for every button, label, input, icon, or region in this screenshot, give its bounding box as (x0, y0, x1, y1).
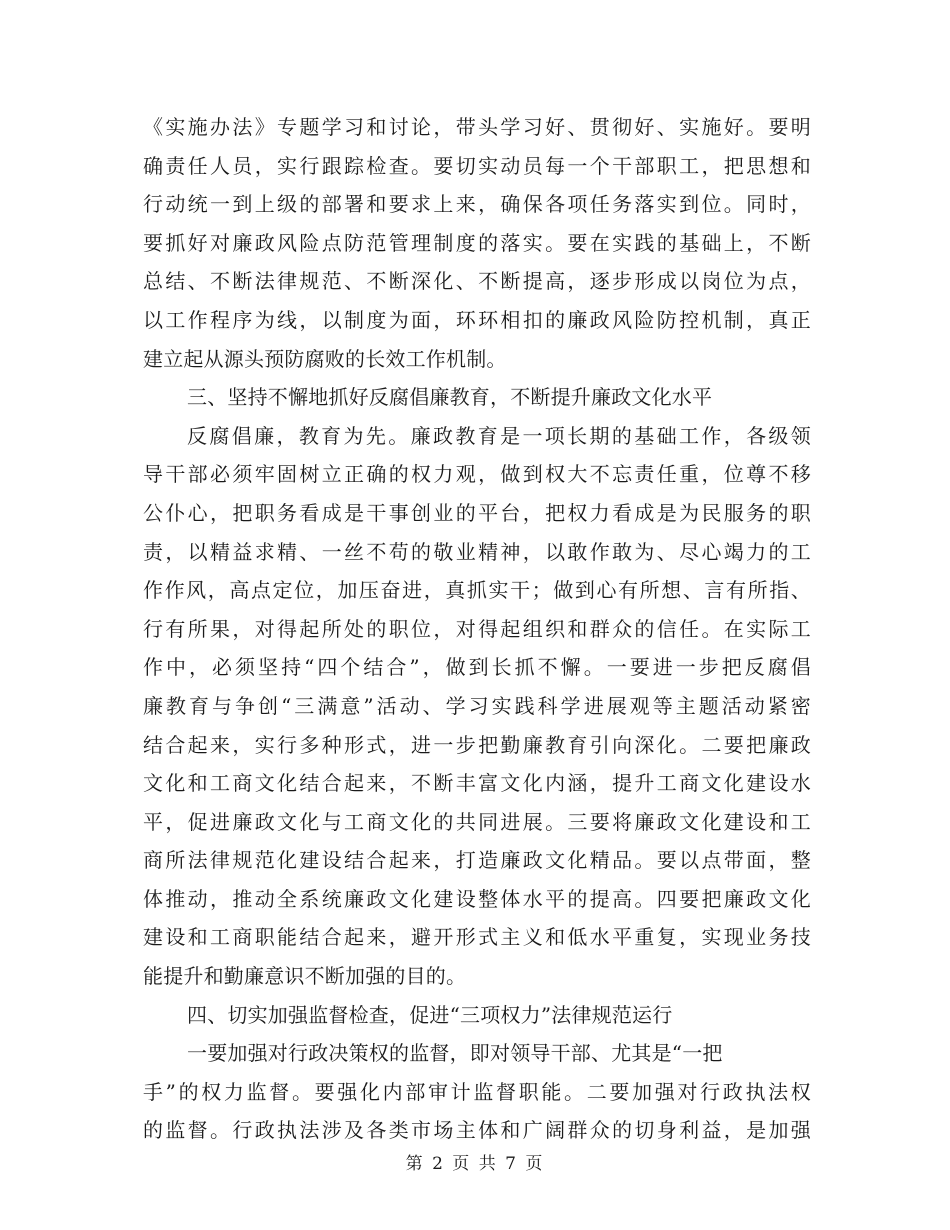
text-line: 导干部必须牢固树立正确的权力观，做到权大不忘责任重，位尊不移 (143, 462, 811, 487)
text-line: 反腐倡廉，教育为先。廉政教育是一项长期的基础工作，各级领 (187, 423, 811, 448)
text-line: 平，促进廉政文化与工商文化的共同进展。三要将廉政文化建设和工 (143, 809, 811, 834)
text-line: 廉教育与争创“三满意”活动、学习实践科学进展观等主题活动紧密 (143, 693, 811, 718)
text-line: 建设和工商职能结合起来，避开形式主义和低水平重复，实现业务技 (143, 925, 811, 950)
text-line: 作中，必须坚持“四个结合”，做到长抓不懈。一要进一步把反腐倡 (143, 655, 811, 680)
text-line: 责，以精益求精、一丝不苟的敬业精神，以敢作敢为、尽心竭力的工 (143, 539, 811, 564)
text-line: 确责任人员，实行跟踪检查。要切实动员每一个干部职工，把思想和 (143, 153, 811, 178)
body-text (143, 108, 811, 1150)
text-line: 行动统一到上级的部署和要求上来，确保各项任务落实到位。同时， (143, 192, 811, 217)
text-line: 能提升和勤廉意识不断加强的目的。 (143, 964, 467, 989)
text-line: 作作风，高点定位，加压奋进，真抓实干；做到心有所想、言有所指、 (143, 578, 811, 603)
section-heading: 四、切实加强监督检查，促进“三项权力”法律规范运行 (187, 1002, 673, 1027)
text-line: 以工作程序为线，以制度为面，环环相扣的廉政风险防控机制，真正 (143, 307, 811, 332)
text-line: 商所法律规范化建设结合起来，打造廉政文化精品。要以点带面，整 (143, 848, 811, 873)
text-line: 的监督。行政执法涉及各类市场主体和广阔群众的切身利益，是加强 (143, 1118, 811, 1143)
text-line: 总结、不断法律规范、不断深化、不断提高，逐步形成以岗位为点， (143, 269, 811, 294)
text-line: 结合起来，实行多种形式，进一步把勤廉教育引向深化。二要把廉政 (143, 732, 811, 757)
text-line: 一要加强对行政决策权的监督，即对领导干部、尤其是“一把 (187, 1041, 723, 1066)
text-line: 行有所果，对得起所处的职位，对得起组织和群众的信任。在实际工 (143, 616, 811, 641)
text-line: 公仆心，把职务看成是干事创业的平台，把权力看成是为民服务的职 (143, 500, 811, 525)
text-line: 《实施办法》专题学习和讨论，带头学习好、贯彻好、实施好。要明 (143, 115, 811, 139)
page-number-footer: 第 2 页 共 7 页 (405, 1154, 545, 1174)
text-line: 文化和工商文化结合起来，不断丰富文化内涵，提升工商文化建设水 (143, 771, 811, 796)
text-line: 手”的权力监督。要强化内部审计监督职能。二要加强对行政执法权 (143, 1079, 811, 1104)
text-line: 体推动，推动全系统廉政文化建设整体水平的提高。四要把廉政文化 (143, 886, 811, 911)
text-line: 要抓好对廉政风险点防范管理制度的落实。要在实践的基础上，不断 (143, 230, 811, 255)
section-heading: 三、坚持不懈地抓好反腐倡廉教育，不断提升廉政文化水平 (187, 385, 713, 410)
text-line: 建立起从源头预防腐败的长效工作机制。 (143, 346, 507, 371)
